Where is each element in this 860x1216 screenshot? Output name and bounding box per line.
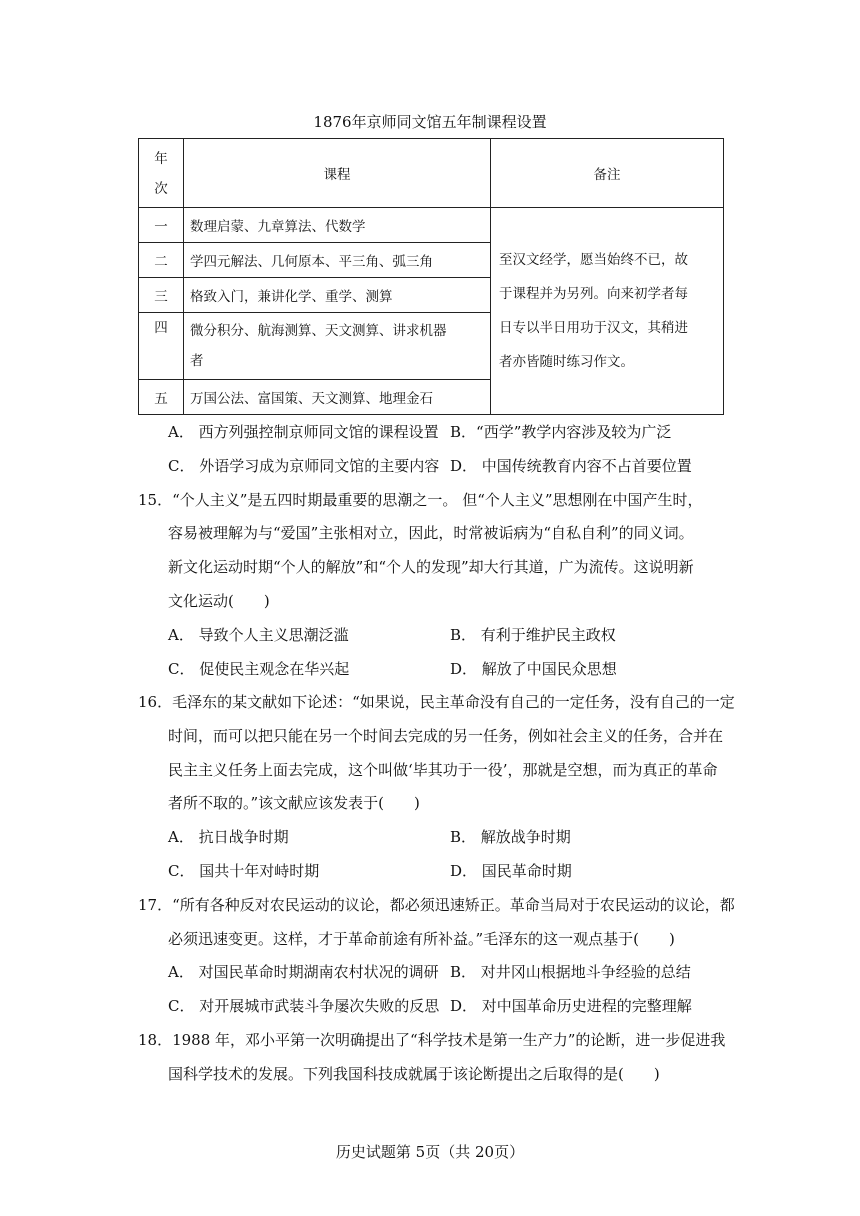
year-cell: 三 <box>139 278 184 313</box>
course-cell: 微分积分、航海测算、天文测算、讲求机器 者 <box>184 313 491 380</box>
option-c[interactable]: C． 国共十年对峙时期 <box>168 862 320 880</box>
question-text: 者所不取的。”该文献应该发表于( ) <box>168 794 420 812</box>
option-c[interactable]: C． 外语学习成为京师同文馆的主要内容 <box>168 457 440 475</box>
year-cell: 四 <box>139 313 184 380</box>
option-a[interactable]: A． 西方列强控制京师同文馆的课程设置 <box>168 423 439 441</box>
header-course: 课程 <box>184 139 491 208</box>
page-footer: 历史试题第 5页（共 20页） <box>335 1143 525 1161</box>
question-text: 容易被理解为与“爱国”主张相对立，因此，时常被诟病为“自私自利”的同义词。 <box>168 524 694 542</box>
option-b[interactable]: B． 有利于维护民主政权 <box>450 626 616 644</box>
option-b[interactable]: B．“西学”教学内容涉及较为广泛 <box>450 423 672 441</box>
option-a[interactable]: A． 抗日战争时期 <box>168 828 289 846</box>
option-d[interactable]: D． 国民革命时期 <box>450 862 572 880</box>
question-text: 17．“所有各种反对农民运动的议论，都必须迅速矫正。革命当局对于农民运动的议论，都 <box>138 896 735 914</box>
option-c[interactable]: C． 对开展城市武装斗争屡次失败的反思 <box>168 997 440 1015</box>
course-cell: 学四元解法、几何原本、平三角、弧三角 <box>184 243 491 278</box>
option-a[interactable]: A． 导致个人主义思潮泛滥 <box>168 626 349 644</box>
question-text: 新文化运动时期“个人的解放”和“个人的发现”却大行其道，广为流传。这说明新 <box>168 558 694 576</box>
year-cell: 五 <box>139 380 184 415</box>
option-b[interactable]: B． 解放战争时期 <box>450 828 571 846</box>
option-b[interactable]: B． 对井冈山根据地斗争经验的总结 <box>450 963 691 981</box>
question-text: 文化运动( ) <box>168 592 270 610</box>
question-text: 18．1988 年，邓小平第一次明确提出了“科学技术是第一生产力”的论断，进一步促进我 <box>138 1031 726 1049</box>
table-row <box>139 208 724 243</box>
option-d[interactable]: D． 中国传统教育内容不占首要位置 <box>450 457 692 475</box>
course-table <box>138 138 724 415</box>
header-note: 备注 <box>491 139 724 208</box>
question-text: 15．“个人主义”是五四时期最重要的思潮之一。 但“个人主义”思想刚在中国产生时， <box>138 491 703 509</box>
course-cell: 万国公法、富国策、天文测算、地理金石 <box>184 380 491 415</box>
course-cell: 数理启蒙、九章算法、代数学 <box>184 208 491 243</box>
question-text: 16．毛泽东的某文献如下论述：“如果说，民主革命没有自己的一定任务，没有自己的一定 <box>138 693 735 711</box>
course-cell: 格致入门，兼讲化学、重学、测算 <box>184 278 491 313</box>
option-d[interactable]: D． 对中国革命历史进程的完整理解 <box>450 997 692 1015</box>
question-text: 民主主义任务上面去完成，这个叫做‘毕其功于一役’，那就是空想，而为真正的革命 <box>168 761 718 779</box>
option-a[interactable]: A． 对国民革命时期湖南农村状况的调研 <box>168 963 439 981</box>
note-cell: 至汉文经学，愿当始终不已，故 于课程并为另列。向来初学者每 日专以半日用功于汉文，其稍进 者亦皆随时练习作文。 <box>491 208 724 415</box>
header-year: 年 次 <box>139 139 184 208</box>
question-text: 必须迅速变更。这样，才于革命前途有所补益。”毛泽东的这一观点基于( ) <box>168 930 675 948</box>
option-c[interactable]: C． 促使民主观念在华兴起 <box>168 660 350 678</box>
question-text: 时间，而可以把只能在另一个时间去完成的另一任务，例如社会主义的任务，合并在 <box>168 727 724 745</box>
table-title: 1876年京师同文馆五年制课程设置 <box>313 113 547 131</box>
option-d[interactable]: D． 解放了中国民众思想 <box>450 660 617 678</box>
year-cell: 二 <box>139 243 184 278</box>
question-text: 国科学技术的发展。下列我国科技成就属于该论断提出之后取得的是( ) <box>168 1065 660 1083</box>
year-cell: 一 <box>139 208 184 243</box>
